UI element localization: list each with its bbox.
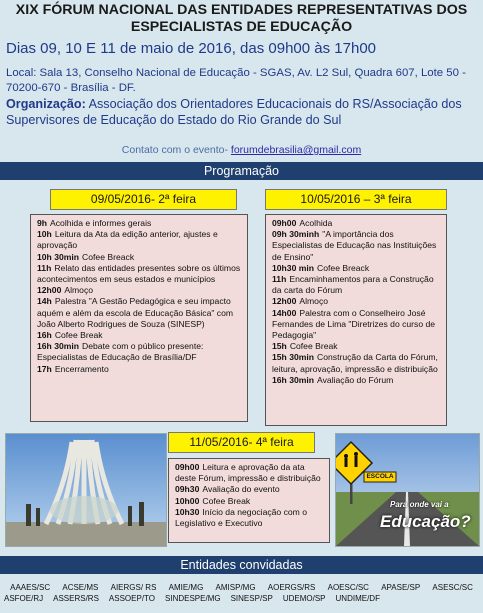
schedule-time: 11h [272, 274, 287, 285]
schedule-text: "A importância dos Especialistas de Educação nas Instituições de Ensino" [272, 229, 437, 262]
schedule-text: Início da negociação com o Legislativo e Executivo [175, 506, 307, 529]
schedule-time: 09h00 [175, 462, 200, 472]
schedule-text: Acolhida e informes gerais [50, 218, 152, 228]
schedule-item [37, 330, 241, 341]
schedule-time: 09h 30minh [272, 229, 320, 240]
schedule-item [272, 296, 440, 307]
schedule-text: Debate com o público presente: Especialistas de Educação de Brasília/DF [37, 341, 204, 363]
entidade-item: APASE/SP [381, 583, 421, 592]
cathedral-image-icon [6, 434, 166, 546]
schedule-item [37, 229, 241, 251]
schedule-text: Relato das entidades presentes sobre os últimos acontecimentos em seus estados e municípios [37, 262, 241, 285]
schedule-item [272, 218, 440, 229]
event-dates: Dias 09, 10 E 11 de maio de 2016, das 09h00 às 17h00 [6, 40, 376, 57]
schedule-text: Construção da Carta do Fórum, leitura, aprovação, impressão e distribuição [272, 352, 438, 374]
schedule-item [37, 364, 241, 375]
forum-title [0, 2, 483, 36]
entidades-list [0, 582, 483, 604]
contact-line [0, 144, 483, 156]
entidade-item: ASESC/SC [432, 583, 473, 592]
schedule-text: Palestra "A Gestão Pedagógica e seu impacto aquém e além da escola de Educação Básica" com João Alberto Rodrigues de Souza (SINESP) [37, 296, 234, 329]
schedule-text: Avaliação do Fórum [317, 374, 394, 385]
entidade-item: SINESP/SP [230, 594, 273, 603]
entidade-item: AOESC/SC [327, 583, 369, 592]
schedule-time: 14h00 [272, 307, 297, 318]
entidades-banner: Entidades convidadas [0, 556, 483, 574]
schedule-text: Cofee Break [289, 341, 338, 352]
schedule-item [37, 285, 241, 296]
schedule-time: 12h00 [272, 296, 297, 307]
schedule-time: 17h [37, 363, 52, 374]
schedule-text: Leitura e aprovação da ata deste Fórum, impressão e distribuição [175, 462, 321, 484]
schedule-time: 9h [37, 218, 48, 228]
day3-header: 11/05/2016- 4ª feira [168, 432, 315, 453]
schedule-time: 11h [37, 262, 52, 273]
schedule-time: 12h00 [37, 285, 62, 296]
schedule-item [37, 341, 241, 363]
organization-text: Associação dos Orientadores Educacionais do RS/Associação dos Supervisores de Educação do Estado do Rio Grande do Sul [6, 97, 462, 127]
schedule-text: Acolhida [299, 218, 333, 228]
schedule-time: 16h 30min [37, 341, 80, 352]
entidade-item: AMIE/MG [168, 583, 204, 592]
entidade-item: UNDIME/DF [335, 594, 380, 603]
schedule-item [37, 263, 241, 285]
schedule-time: 10h 30min [37, 251, 80, 262]
contact-label: Contato com o evento- [121, 144, 231, 156]
entidade-item: ASSERS/RS [53, 594, 99, 603]
entidade-item: AOERGS/RS [267, 583, 316, 592]
schedule-time: 10h00 [175, 495, 200, 506]
contact-email-link[interactable]: forumdebrasilia@gmail.com [230, 144, 362, 156]
schedule-item [175, 484, 323, 495]
schedule-item [175, 496, 323, 507]
schedule-item [272, 352, 440, 374]
schedule-time: 10h30 min [272, 262, 315, 273]
schedule-text: Cofee Break [202, 495, 251, 506]
day1-header: 09/05/2016- 2ª feira [50, 189, 237, 210]
road-photo [335, 433, 480, 547]
title-line-1: XIX FÓRUM NACIONAL DAS ENTIDADES REPRESENTATIVAS DOS [15, 2, 468, 18]
schedule-time: 16h [37, 330, 52, 341]
title-line-2: ESPECIALISTAS DE EDUCAÇÃO [130, 19, 353, 35]
entidade-item: ASFOE/RJ [4, 594, 44, 603]
schedule-text: Palestra com o Conselheiro José Fernandes de Lima "Diretrizes do curso de Pedagogia" [272, 307, 436, 341]
entidades-row-2 [0, 593, 483, 604]
day1-schedule [30, 214, 248, 422]
schedule-text: Encerramento [54, 363, 109, 374]
schedule-time: 16h 30min [272, 374, 315, 385]
schedule-time: 14h [37, 296, 52, 307]
schedule-text: Cofee Breack [317, 262, 370, 273]
schedule-item [272, 341, 440, 352]
schedule-item [272, 308, 440, 342]
day2-header: 10/05/2016 – 3ª feira [265, 189, 447, 210]
entidade-item: UDEMO/SP [282, 594, 326, 603]
schedule-item [272, 263, 440, 274]
entidade-item: AIERGS/ RS [110, 583, 157, 592]
schedule-item [37, 218, 241, 229]
entidade-item: AAAES/SC [10, 583, 51, 592]
entidade-item: ASSOEP/TO [108, 594, 156, 603]
schedule-text: Almoço [64, 285, 94, 296]
day2-schedule [265, 214, 447, 426]
schedule-text: Cofee Break [54, 330, 103, 341]
day3-schedule [168, 458, 330, 543]
schedule-text: Encaminhamentos para a Construção da carta do Fórum [272, 274, 434, 296]
road-text-educacao: Educação? [380, 512, 471, 531]
schedule-text: Avaliação do evento [202, 484, 280, 495]
schedule-text: Leitura da Ata da edição anterior, ajustes e aprovação [37, 229, 218, 251]
entidade-item: ACSE/MS [62, 583, 99, 592]
programacao-banner: Programação [0, 162, 483, 180]
entidades-row-1 [0, 582, 483, 593]
schedule-time: 15h 30min [272, 352, 315, 363]
schedule-time: 10h [37, 229, 52, 240]
schedule-item [175, 507, 323, 529]
schedule-item [272, 375, 440, 386]
schedule-time: 09h00 [272, 218, 297, 228]
cathedral-photo [5, 433, 167, 547]
schedule-time: 10h30 [175, 506, 200, 517]
schedule-item [37, 296, 241, 330]
entidade-item: SINDESPE/MG [165, 594, 221, 603]
schedule-text: Cofee Breack [82, 251, 135, 262]
schedule-text: Almoço [299, 296, 329, 307]
schedule-time: 15h [272, 341, 287, 352]
schedule-time: 09h30 [175, 484, 200, 495]
schedule-item [272, 229, 440, 263]
organization [6, 97, 478, 128]
schedule-item [272, 274, 440, 296]
schedule-item [37, 252, 241, 263]
entidade-item: AMISP/MG [215, 583, 256, 592]
schedule-item [175, 462, 323, 484]
road-text-question-prefix: Para onde vai a [390, 500, 449, 509]
event-location: Local: Sala 13, Conselho Nacional de Educação - SGAS, Av. L2 Sul, Quadra 607, Lote 50 - 70200-670 - Brasília - DF. [6, 67, 466, 94]
escola-sign-label: ESCOLA [366, 473, 394, 480]
organization-label: Organização: [6, 97, 86, 111]
